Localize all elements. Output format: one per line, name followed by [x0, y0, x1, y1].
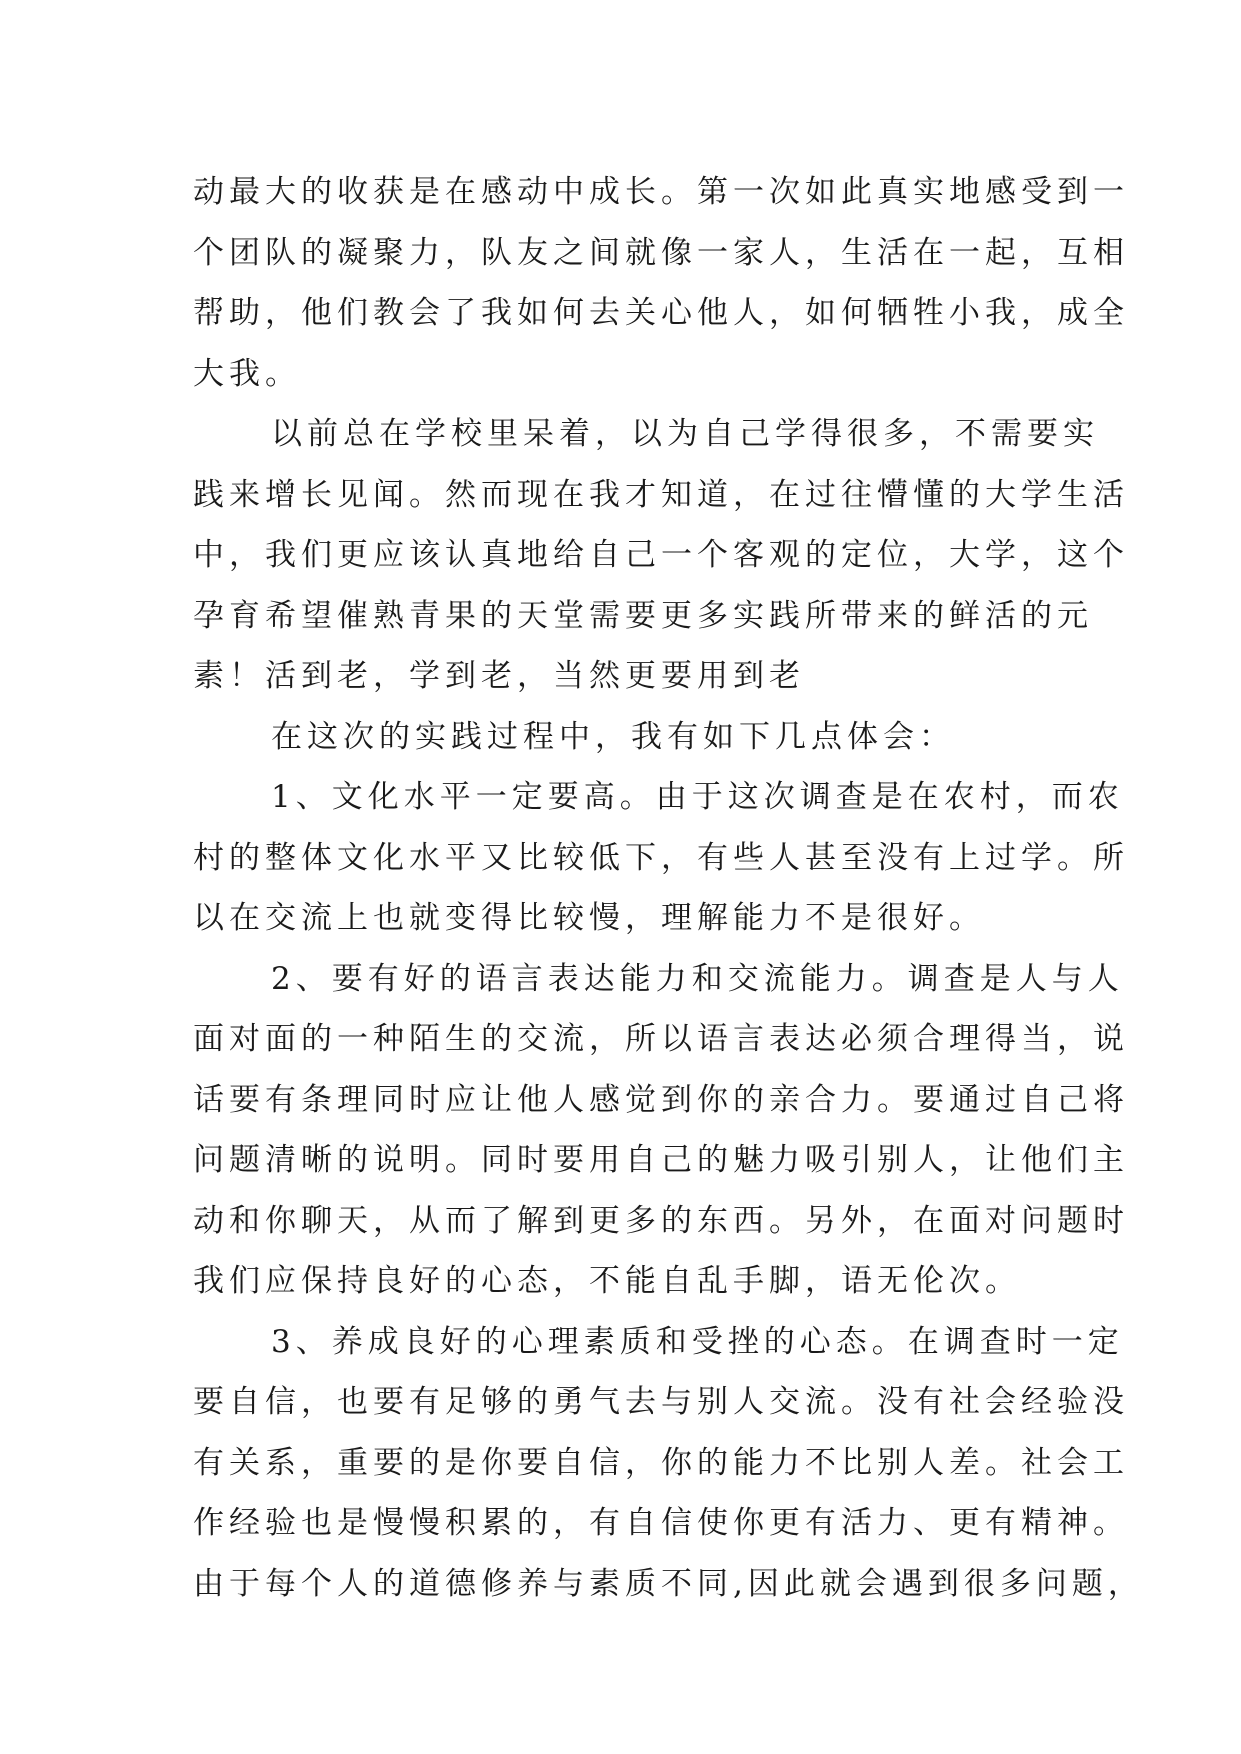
body-text [193, 162, 1144, 1614]
text-line: 作经验也是慢慢积累的，有自信使你更有活力、更有精神。 [193, 1505, 1129, 1541]
paragraph-start-line: 3、养成良好的心理素质和受挫的心态。在调查时一定 [271, 1323, 1124, 1360]
text-line: 要自信，也要有足够的勇气去与别人交流。没有社会经验没 [193, 1384, 1129, 1420]
text-line: 问题清晰的说明。同时要用自己的魅力吸引别人，让他们主 [193, 1142, 1129, 1178]
text-line: 动和你聊天，从而了解到更多的东西。另外，在面对问题时 [193, 1202, 1129, 1239]
paragraph-start-line: 2、要有好的语言表达能力和交流能力。调查是人与人 [271, 960, 1124, 997]
paragraph-start-line: 1、文化水平一定要高。由于这次调查是在农村，而农 [271, 779, 1124, 815]
text-line: 话要有条理同时应让他人感觉到你的亲合力。要通过自己将 [193, 1081, 1129, 1118]
text-line: 孕育希望催熟青果的天堂需要更多实践所带来的鲜活的元 [193, 597, 1093, 634]
text-line: 面对面的一种陌生的交流，所以语言表达必须合理得当，说 [193, 1021, 1129, 1057]
text-line: 践来增长见闻。然而现在我才知道，在过往懵懂的大学生活 [193, 476, 1129, 513]
text-line: 动最大的收获是在感动中成长。第一次如此真实地感受到一 [193, 174, 1129, 210]
text-line: 村的整体文化水平又比较低下，有些人甚至没有上过学。所 [193, 839, 1129, 876]
paragraph-start-line: 在这次的实践过程中，我有如下几点体会： [271, 718, 955, 755]
text-line: 以在交流上也就变得比较慢，理解能力不是很好。 [193, 900, 985, 936]
text-line: 大我。 [193, 355, 301, 392]
text-line: 素！活到老，学到老，当然更要用到老 [193, 658, 805, 694]
text-line: 中，我们更应该认真地给自己一个客观的定位，大学，这个 [193, 537, 1129, 573]
text-line: 有关系，重要的是你要自信，你的能力不比别人差。社会工 [193, 1444, 1129, 1481]
text-line: 我们应保持良好的心态，不能自乱手脚，语无伦次。 [193, 1263, 1021, 1299]
paragraph-start-line: 以前总在学校里呆着，以为自己学得很多，不需要实 [271, 416, 1099, 452]
text-line: 帮助，他们教会了我如何去关心他人，如何牺牲小我，成全 [193, 295, 1129, 331]
text-line: 由于每个人的道德修养与素质不同,因此就会遇到很多问题， [193, 1565, 1144, 1602]
text-line: 个团队的凝聚力，队友之间就像一家人，生活在一起，互相 [193, 234, 1129, 271]
